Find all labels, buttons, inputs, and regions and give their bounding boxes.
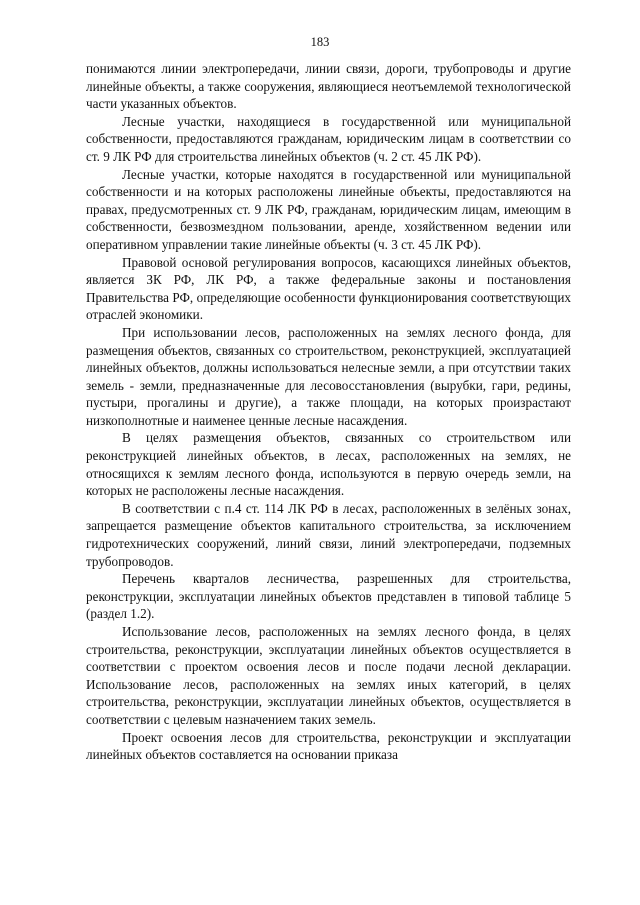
document-body [86,60,571,764]
paragraph-development-project: Проект освоения лесов для строительства, реконструкции и эксплуатации линейных объектов составляется на основании приказа [86,729,571,763]
paragraph-non-forest-land: В целях размещения объектов, связанных со строительством или реконструкцией линейных объектов, в лесах, расположенных на землях, не относящихся к землям лесного фонда, используются в первую очередь земли, на которых не расположены лесные насаждения. [86,430,571,499]
page-number: 183 [310,35,330,49]
paragraph-quarter-list: Перечень кварталов лесничества, разрешенных для строительства, реконструкции, эксплуатации линейных объектов представлен в типовой таблице 5 (раздел 1.2). [86,571,571,622]
paragraph-forest-plots-rights: Лесные участки, которые находятся в государственной или муниципальной собственности и на которых расположены линейные объекты, предоставляются на правах, предусмотренных ст. 9 ЛК РФ, гражданам, юридическим лицам, имеющим в собственности, безвозмездном пользовании, аренде, хозяйственном ведении или оперативном управлении такие линейные объекты (ч. 3 ст. 45 ЛК РФ). [86,166,571,252]
paragraph-legal-basis: Правовой основой регулирования вопросов, касающихся линейных объектов, является ЗК РФ, ЛК РФ, а также федеральные законы и постановления Правительства РФ, определяющие особенности функционирования соответствующих отраслей экономики. [86,254,571,323]
paragraph-forest-plots-provision: Лесные участки, находящиеся в государственной или муниципальной собственности, предоставляются гражданам, юридическим лицам в соответствии со ст. 9 ЛК РФ для строительства линейных объектов (ч. 2 ст. 45 ЛК РФ). [86,113,571,164]
paragraph-forest-use-procedure: Использование лесов, расположенных на землях лесного фонда, в целях строительства, реконструкции, эксплуатации линейных объектов осуществляется в соответствии с проектом освоения лесов и после подачи лесной декларации. Использование лесов, расположенных на землях иных категорий, в целях строительства, реконструкции, эксплуатации линейных объектов, осуществляется в соответствии с целевым назначением таких земель. [86,624,571,727]
paragraph-continuation: понимаются линии электропередачи, линии связи, дороги, трубопроводы и другие линейные объекты, а также сооружения, являющиеся неотъемлемой технологической части указанных объектов. [86,61,571,112]
paragraph-forest-land-use: При использовании лесов, расположенных на землях лесного фонда, для размещения объектов, связанных со строительством, реконструкцией, эксплуатацией линейных объектов, должны использоваться нелесные земли, а при отсутствии таких земель - земли, предназначенные для лесовосстановления (вырубки, гари, редины, пустыри, прогалины и другие), а также площади, на которых произрастают низкополнотные и наименее ценные лесные насаждения. [86,324,571,428]
paragraph-green-zones: В соответствии с п.4 ст. 114 ЛК РФ в лесах, расположенных в зелёных зонах, запрещается размещение объектов капитального строительства, за исключением гидротехнических сооружений, линий связи, линий электропередачи, подземных трубопроводов. [86,500,571,569]
